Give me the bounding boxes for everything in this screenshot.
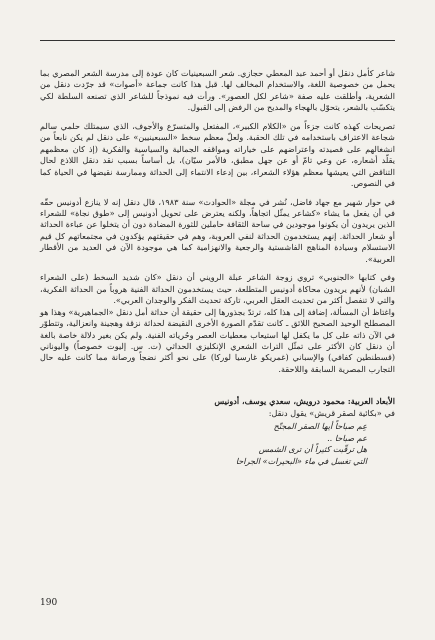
poem-line: هل ترقّبت كثيراً أن ترى الشمس bbox=[258, 444, 367, 455]
header-rule bbox=[40, 40, 395, 41]
poem-line: عِم صباحاً أيها الصقر المجنّح bbox=[273, 421, 367, 432]
paragraph: وفي كتابها «الجنوبي» تروي زوجة الشاعر عبلة الرويني أن دنقل «كان شديد السخط (على الشعراء الشبان) لأنهم يريدون محاكاة أدونيس المتطلعة، حيث يستخدمون الحداثة الفنية هروباً من الحداثة الفكرية، والتي لا تنفصل أكثر من تحديث العقل العربي، تاركة تحديث الفكر والوجدان العربي». bbox=[40, 272, 395, 306]
paragraph: تصريحات كهذه كانت جزءاً من «الكلام الكبير»، المفتعل والمتسرّع والأجوف، الذي سيمتلك حلمي سالم شجاعة الاعتراف باستخدامه في تلك الحقبة. ولعلّ معظم سخط «السبعينيين» على دنقل لم يكن نابعاً من انشغالهم على قصيدته واعتراضهم على خياراته ومواقفه الجمالية والسياسية والفكرية (إذ كان معظمهم يقلّد أشعاره، عن وعي تامّ أو عن جهل مطبق، فالأمر سيّان)، بل أساساً بسبب نقد دنقل اللاذع لحال التناقض التي يعيشها معظم هؤلاء الشعراء، بين إدعاء الانتماء إلى الحداثة وممارسة نقيضها في الحياة كما في النصوص. bbox=[40, 120, 395, 189]
poem-line: التي تغسل في ماء «البحيرات» الجراحا bbox=[235, 455, 367, 466]
page-number: 190 bbox=[40, 598, 58, 608]
poem-intro: في «بكائية لصقر قريش» يقول دنقل: bbox=[268, 407, 395, 418]
section-heading: الأبعاد العربية: محمود درويش، سعدي يوسف، أدونيس bbox=[214, 396, 395, 407]
paragraph: واغتاظ أن المسألة، إضافة إلى هذا كله، ترتدّ بجذورها إلى حقيقة أن حداثة أمل دنقل «الجماهيرية» وهذا هو المصطلح الوحيد الصحيح اللائق ـ كانت تقدّم الصورة الأخرى النقيضة لحداثة نزقة وهجينة وانعزالية، وتتطوّر في الآن ذاته على كل ما يكفل لها استيعاب معطيات العصر وحُرياته الفنية. ولم يكن بغير دلالة خاصة بالغة أن دنقل كان الأكثر على تمثّل التراث الشعري الإنكليزي الحداثي (ت. س. إليوت خصوصاً) واليوناني (قسطنطين كفافي) والإسباني (غمريكو غارسيا لوركا) على نحو أكثر نضجاً ورصانة مما كانت عليه حال التجارب المصرية السابقة واللاحقة. bbox=[40, 306, 395, 374]
poem-line: عم صباحا .. bbox=[327, 432, 367, 443]
paragraph: في حوار شهير مع جهاد فاضل، نُشر في مجلة «الحوادث» سنة ١٩٨٣، قال دنقل إنه لا ينازع أدونيس حقّه في أن يفعل ما يشاء «كشاعر يمثّل اتجاهاً، ولكنه يعترض على تحويل أدونيس إلى «طوق نجاة» للشعراء الذين يريدون أن يكونوا موجودين في ساحة الثقافة حاملين للثورة المضادة دون أن يتخلوا عن عباءة الحداثة أو شعار الحداثة. إنهم يستخدمون الحداثة لنفي العروبة، وهم في حقيقتهم يؤكدون في مجتمعاتهم كل قيم الاستسلام وسيادة المناهج الفاشستية والرجعية والانهزامية كما هي موجودة الآن في العديد من الأقطار العربية». bbox=[40, 196, 396, 264]
page-body bbox=[40, 68, 395, 467]
paragraph: شاعر كأمل دنقل أو أحمد عبد المعطي حجازي. شعر السبعينيات كان عودة إلى مدرسة الشعر المصري بما يحمل من خصوصية اللغة، والاستخدام المخالف لها. قبل هذا كانت جماعة «أصوات» قد جرّدت دنقل من الشعرية، وأطلقت عليه صفة «شاعر لكل العصور». ورأت فيه نموذجاً للشاعر الذي تصنعه السلطة لكي يتكسّب بالشعر، يتحوّل بالهجاء والمديح من الرفض إلى القبول. bbox=[40, 68, 395, 113]
